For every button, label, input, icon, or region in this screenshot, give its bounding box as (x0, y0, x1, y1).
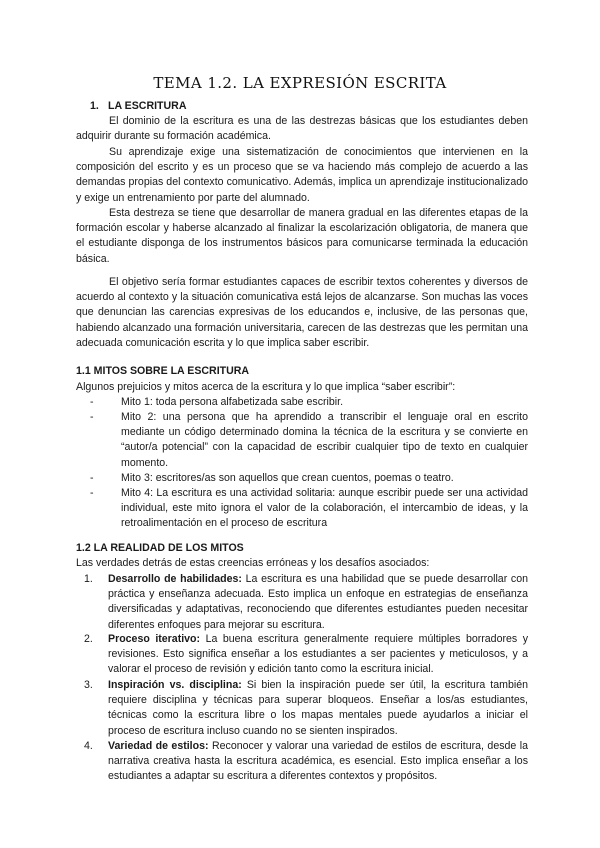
reality-description: La escritura es una habilidad que se puede desarrollar con práctica y enseñanza adecuada. Esto implica un enfoque en estrategias de enseñanza diversificadas y adaptativas, reconociendo que diferentes estudiantes pueden necesitar diferentes enfoques para mejorar su escritura. (108, 573, 528, 631)
paragraph-2: Su aprendizaje exige una sistematización de conocimientos que intervienen en la composición del escrito y es un proceso que se va haciendo más complejo de acuerdo a las demandas propias del contexto comunicativo. Además, implica un aprendizaje institucionalizado y exige un entrenamiento por parte del alumnado. (76, 146, 528, 204)
reality-text (108, 739, 528, 785)
list-item (76, 471, 528, 486)
item-number: 3. (84, 679, 93, 691)
myth-text: Mito 1: toda persona alfabetizada sabe escribir. (121, 396, 344, 408)
myth-text: Mito 2: una persona que ha aprendido a transcribir el lenguaje oral en escrito mediante un código determinado domina la técnica de la escritura y se convierte en “autor/a potencial” con la capacidad de escribir cualquier tipo de texto en cualquier momento. (121, 411, 528, 469)
dash-marker: - (90, 472, 94, 484)
item-number: 1. (84, 573, 93, 585)
list-item (76, 678, 528, 739)
section-1-title: LA ESCRITURA (108, 100, 187, 112)
item-number: 4. (84, 740, 93, 752)
paragraph-1: El dominio de la escritura es una de las destrezas básicas que los estudiantes deben adquirir durante su formación académica. (76, 115, 528, 143)
list-item (76, 410, 528, 471)
section-1-number: 1. (90, 100, 99, 112)
section-1-1-intro: Algunos prejuicios y mitos acerca de la escritura y lo que implica “saber escribir”: (76, 381, 456, 393)
paragraph-3: Esta destreza se tiene que desarrollar de manera gradual en las diferentes etapas de la formación escolar y haberse alcanzado al finalizar la escolarización obligatoria, de manera que el estudiante disponga de los instrumentos básicos para comunicarse terminada la educación básica. (76, 207, 528, 265)
section-1-1-heading: 1.1 MITOS SOBRE LA ESCRITURA (76, 365, 250, 377)
reality-term: Variedad de estilos: (108, 740, 209, 752)
reality-description: Si bien la inspiración puede ser útil, la escritura también requiere disciplina y técnicas para superar bloqueos. Enseñar a los/as estudiantes, técnicas como la escritura libre o los mapas mentales puede ayudarlos a iniciar el proceso de escritura incluso cuando no se sienten inspirados. (108, 679, 528, 737)
dash-marker: - (90, 396, 94, 408)
reality-text (108, 678, 528, 739)
reality-description: Reconocer y valorar una variedad de estilos de escritura, desde la narrativa creativa hasta la escritura académica, es esencial. Esto implica enseñar a los estudiantes a adaptar su escritura a diferentes contextos y propósitos. (108, 740, 528, 783)
list-item (76, 739, 528, 785)
list-item (76, 572, 528, 633)
list-item (76, 632, 528, 678)
list-item (76, 486, 528, 532)
section-1-2-intro: Las verdades detrás de estas creencias erróneas y los desafíos asociados: (76, 557, 430, 569)
paragraph-4: El objetivo sería formar estudiantes capaces de escribir textos coherentes y diversos de acuerdo al contexto y la situación comunicativa está lejos de alcanzarse. Son muchas las voces que denuncian las carencias expresivas de los educandos e, inclusive, de las personas que, habiendo alcanzado una formación universitaria, carecen de las destrezas que les permitan una adecuada comunicación escrita y lo que implica saber escribir. (76, 276, 528, 349)
dash-marker: - (90, 487, 94, 499)
dash-marker: - (90, 411, 94, 423)
reality-term: Desarrollo de habilidades: (108, 573, 242, 585)
section-1-2-heading: 1.2 LA REALIDAD DE LOS MITOS (76, 542, 244, 554)
document-title: TEMA 1.2. LA EXPRESIÓN ESCRITA (153, 74, 447, 92)
section-1-heading (76, 99, 528, 114)
myth-text: Mito 4: La escritura es una actividad solitaria: aunque escribir puede ser una actividad individual, este mito ignora el valor de la colaboración, el intercambio de ideas, y la retroalimentación en el proceso de escritura (121, 487, 528, 530)
reality-text (108, 632, 528, 678)
reality-term: Proceso iterativo: (108, 633, 201, 645)
reality-description: La buena escritura generalmente requiere múltiples borradores y revisiones. Esto significa enseñar a los estudiantes a ser pacientes y meticulosos, y a valorar el proceso de revisión y edición tanto como la escritura inicial. (108, 633, 528, 676)
reality-term: Inspiración vs. disciplina: (108, 679, 242, 691)
item-number: 2. (84, 633, 93, 645)
reality-text (108, 572, 528, 633)
myth-text: Mito 3: escritores/as son aquellos que crean cuentos, poemas o teatro. (121, 472, 454, 484)
list-item (76, 395, 528, 410)
